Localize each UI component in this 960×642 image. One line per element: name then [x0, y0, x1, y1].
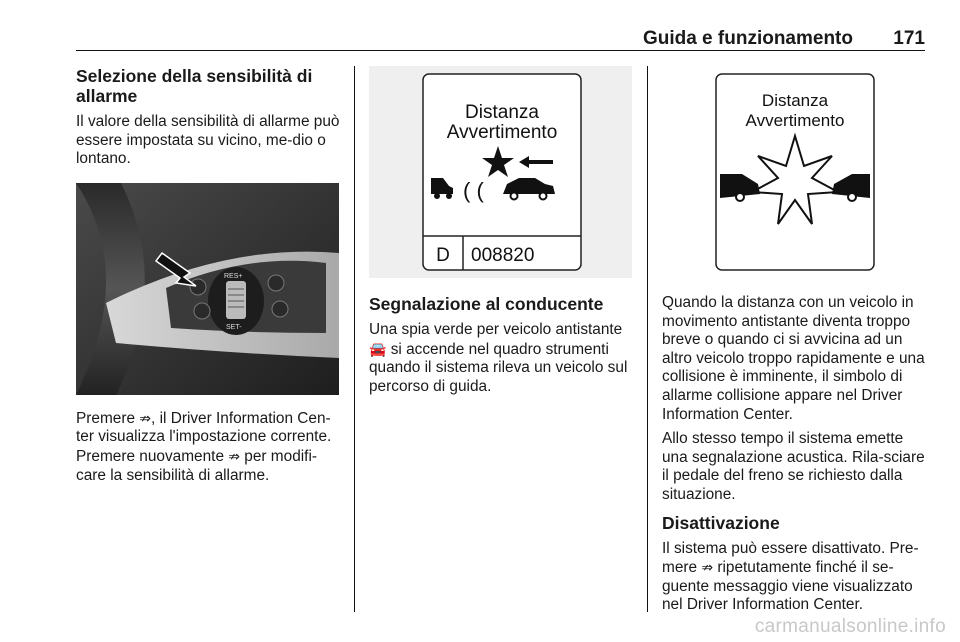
column-divider-2	[647, 66, 648, 612]
section-heading-deactivation: Disattivazione	[662, 512, 780, 533]
display-2-line2: Avvertimento	[745, 111, 845, 130]
intro-paragraph: Il valore della sensibilità di allarme può essere impostata su vicino, me-dio o lontano.	[76, 113, 340, 168]
acoustic-paragraph: Allo stesso tempo il sistema emette una segnalazione acustica. Rila-sciare il pedale del freno se richiesto dalla situazione.	[662, 430, 925, 503]
vehicle-ahead-icon: 🚘	[369, 340, 387, 357]
warning-display-figure-1	[369, 66, 632, 278]
steering-wheel-figure	[76, 183, 339, 395]
page-header	[76, 26, 925, 51]
section-heading-sensitivity: Selezione della sensibilità di allarme	[76, 66, 313, 106]
driver-signal-paragraph: Una spia verde per veicolo antistante 🚘 si accende nel quadro strumenti quando il sistema rileva un veicolo sul percorso di guida.	[369, 321, 628, 395]
column-1	[76, 66, 342, 491]
collision-paragraph: Quando la distanza con un veicolo in movimento antistante diventa troppo breve o quando ci si avvicina ad un altro veicolo troppo rapidamente e una collisione è imminente, il simbolo di allarme collisione appare nel Driver Information Center.	[662, 294, 925, 423]
display-1-line2: Avvertimento	[446, 122, 558, 143]
steering-wheel-photo	[76, 183, 339, 395]
column-3	[662, 66, 928, 621]
distance-button-icon: ⇏	[139, 409, 152, 426]
section-title: Guida e funzionamento	[642, 28, 853, 49]
distance-button-icon-3: ⇏	[701, 559, 714, 576]
driver-info-display-1	[369, 66, 632, 278]
svg-text:( (: ( (	[463, 178, 484, 203]
odometer: 008820	[471, 245, 535, 266]
svg-text:RES+: RES+	[224, 272, 243, 280]
section-heading-driver-signal: Segnalazione al conducente	[369, 294, 604, 314]
gear-indicator: D	[436, 245, 450, 266]
display-1-line1: Distanza	[465, 102, 539, 123]
deactivation-paragraph: Il sistema può essere disattivato. Pre-mere ⇏ ripetutamente finché il se-guente messaggio viene visualizzato nel Driver Information Center.	[662, 539, 919, 614]
watermark: carmanualsonline.info	[754, 616, 946, 637]
instructions-paragraph: Premere ⇏, il Driver Information Cen-ter visualizza l'impostazione corrente. Premere nuovamente ⇏ per modifi-care la sensibilità di allarme.	[76, 409, 332, 484]
column-divider-1	[354, 66, 355, 612]
distance-button-icon-2: ⇏	[228, 447, 241, 464]
driver-info-display-2	[662, 66, 925, 278]
svg-text:SET-: SET-	[226, 323, 242, 331]
display-2-line1: Distanza	[761, 91, 829, 110]
page-number: 171	[893, 28, 925, 49]
warning-display-figure-2	[662, 66, 925, 278]
column-2	[369, 66, 633, 402]
